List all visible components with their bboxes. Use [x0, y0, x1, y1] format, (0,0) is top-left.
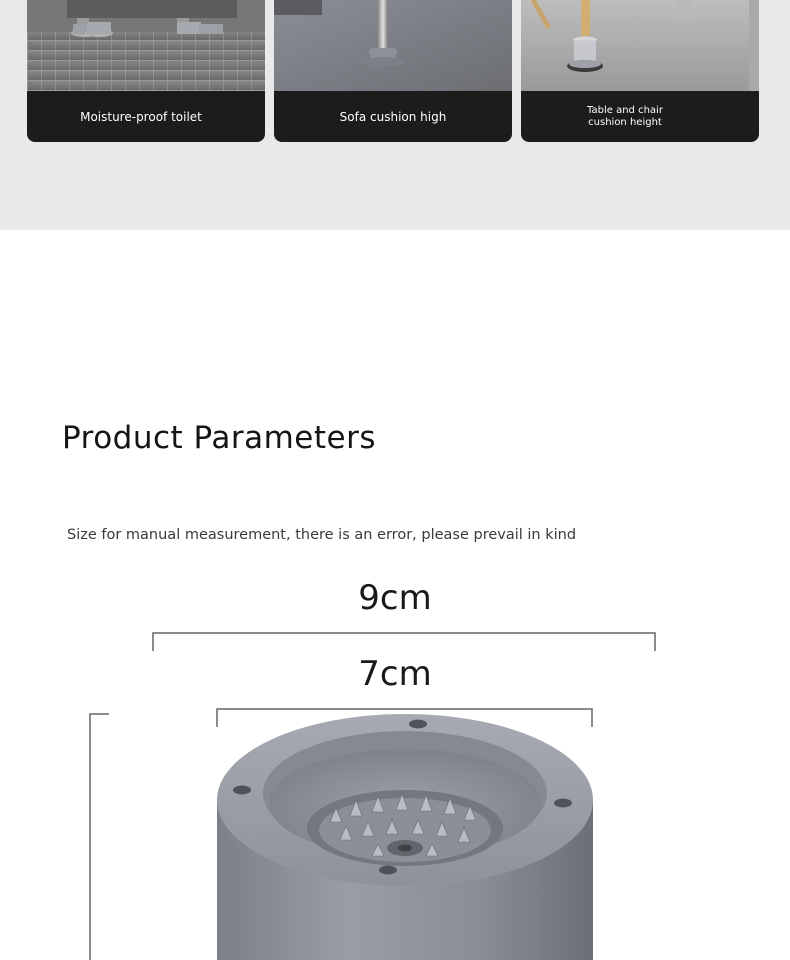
- section-title: Product Parameters: [62, 420, 376, 456]
- caption-line: Sofa cushion high: [339, 109, 447, 124]
- outer-diameter-label: 9cm: [358, 578, 432, 618]
- inner-diameter-label: 7cm: [358, 654, 432, 694]
- measurement-note: Size for manual measurement, there is an error, please prevail in kind: [67, 527, 577, 543]
- caption-line: cushion height: [588, 116, 662, 128]
- caption-line: Table and chair: [587, 104, 663, 116]
- caption-line: Moisture-proof toilet: [80, 109, 202, 124]
